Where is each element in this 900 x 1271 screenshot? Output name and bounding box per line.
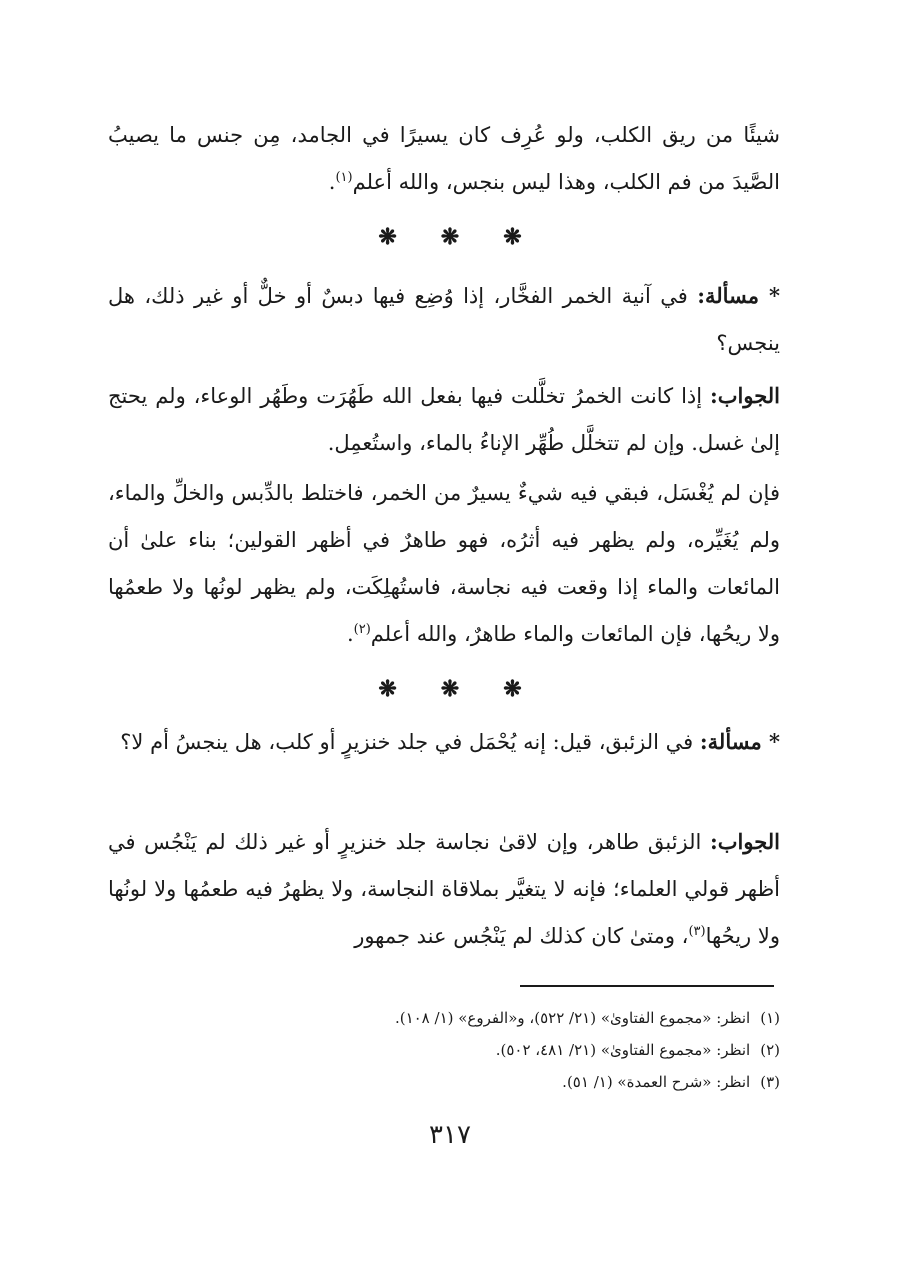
paragraph-continuation [108,112,780,206]
paragraph-end: . [346,622,354,646]
footnote-item [108,1066,780,1098]
star-ornament-icon: ❋ [503,676,522,702]
footnote-number: (٣) [760,1073,780,1091]
footnote-number: (١) [760,1009,780,1027]
star-ornament-icon: ❋ [440,224,460,250]
footnote-number: (٢) [760,1041,780,1059]
answer-text [108,818,780,960]
footnotes [108,1002,780,1098]
paragraph-body: شيئًا من ريق الكلب، ولو عُرِف كان يسيرًا في الجامد، مِن جنس ما يصيبُ الصَّيدَ من فم الكلب، وهذا ليس بنجس، والله أعلم [108,123,780,194]
footnote-item [108,1002,780,1034]
question-body: في آنية الخمر الفخَّار، إذا وُضِع فيها دبسٌ أو خلٌّ أو غير ذلك، هل ينجس؟ [108,284,780,355]
answer-text [108,372,780,467]
answer-block [108,372,780,467]
paragraph-body: فإن لم يُغْسَل، فبقي فيه شيءٌ يسيرٌ من الخمر، فاختلط بالدِّبس والخلِّ والماء، ولم يُغَيِّره، ولم يظهر فيه أثرُه، فهو طاهرٌ في أظهر القولين؛ بناء علىٰ أن المائعات والماء إذا وقعت فيه نجاسة، فاستُهلِكَت، ولم يظهر لونُها ولا طعمُها ولا ريحُها، فإن المائعات والماء طاهرٌ، والله أعلم [108,481,780,646]
paragraph-block [108,470,780,658]
footnote-ref[interactable]: (٢) [353,622,371,637]
footnote-text: انظر: «شرح العمدة» (١/ ٥١). [562,1073,751,1091]
footnote-text: انظر: «مجموع الفتاوىٰ» (٢١/ ٤٨١، ٥٠٢). [495,1041,751,1059]
page-number: ٣١٧ [429,1120,471,1150]
footnote-divider [520,985,774,987]
star-ornament-icon: ❋ [503,224,522,250]
question-block [108,718,780,766]
star-ornament-icon: ❋ [440,676,460,702]
footnote-text: انظر: «مجموع الفتاوىٰ» (٢١/ ٥٢٢)، و«الفروع» (١/ ١٠٨). [394,1009,751,1027]
paragraph-text [108,112,780,206]
section-separator [0,676,900,702]
question-body: في الزئبق، قيل: إنه يُحْمَل في جلد خنزيرٍ أو كلب، هل ينجسُ أم لا؟ [120,730,700,754]
footnote-ref[interactable]: (٣) [688,924,706,939]
answer-label: الجواب: [710,383,780,408]
question-text [108,718,780,766]
question-block [108,272,780,367]
question-label: * مسألة: [697,283,780,308]
answer-body: الزئبق طاهر، وإن لاقىٰ نجاسة جلد خنزيرٍ أو غير ذلك لم يَنْجُس في أظهر قولي العلماء؛ فإنه لا يتغيَّر بملاقاة النجاسة، ولا يظهرُ فيه طعمُها ولا لونُها ولا ريحُها [108,830,780,948]
answer-label: الجواب: [710,829,780,854]
paragraph-end: . [328,170,336,194]
answer-body: إذا كانت الخمرُ تخلَّلت فيها بفعل الله طَهُرَت وطَهُر الوعاء، ولم يحتج إلىٰ غسل. وإن لم تتخلَّل طُهِّر الإناءُ بالماء، واستُعمِل. [108,384,780,455]
footnote-ref[interactable]: (١) [335,170,353,185]
question-label: * مسألة: [699,729,780,754]
star-ornament-icon: ❋ [378,224,397,250]
question-text [108,272,780,367]
footnote-item [108,1034,780,1066]
section-separator [0,224,900,250]
star-ornament-icon: ❋ [378,676,397,702]
paragraph-text [108,470,780,658]
answer-body-continued: ، ومتىٰ كان كذلك لم يَنْجُس عند جمهور [354,924,689,948]
answer-block [108,818,780,960]
